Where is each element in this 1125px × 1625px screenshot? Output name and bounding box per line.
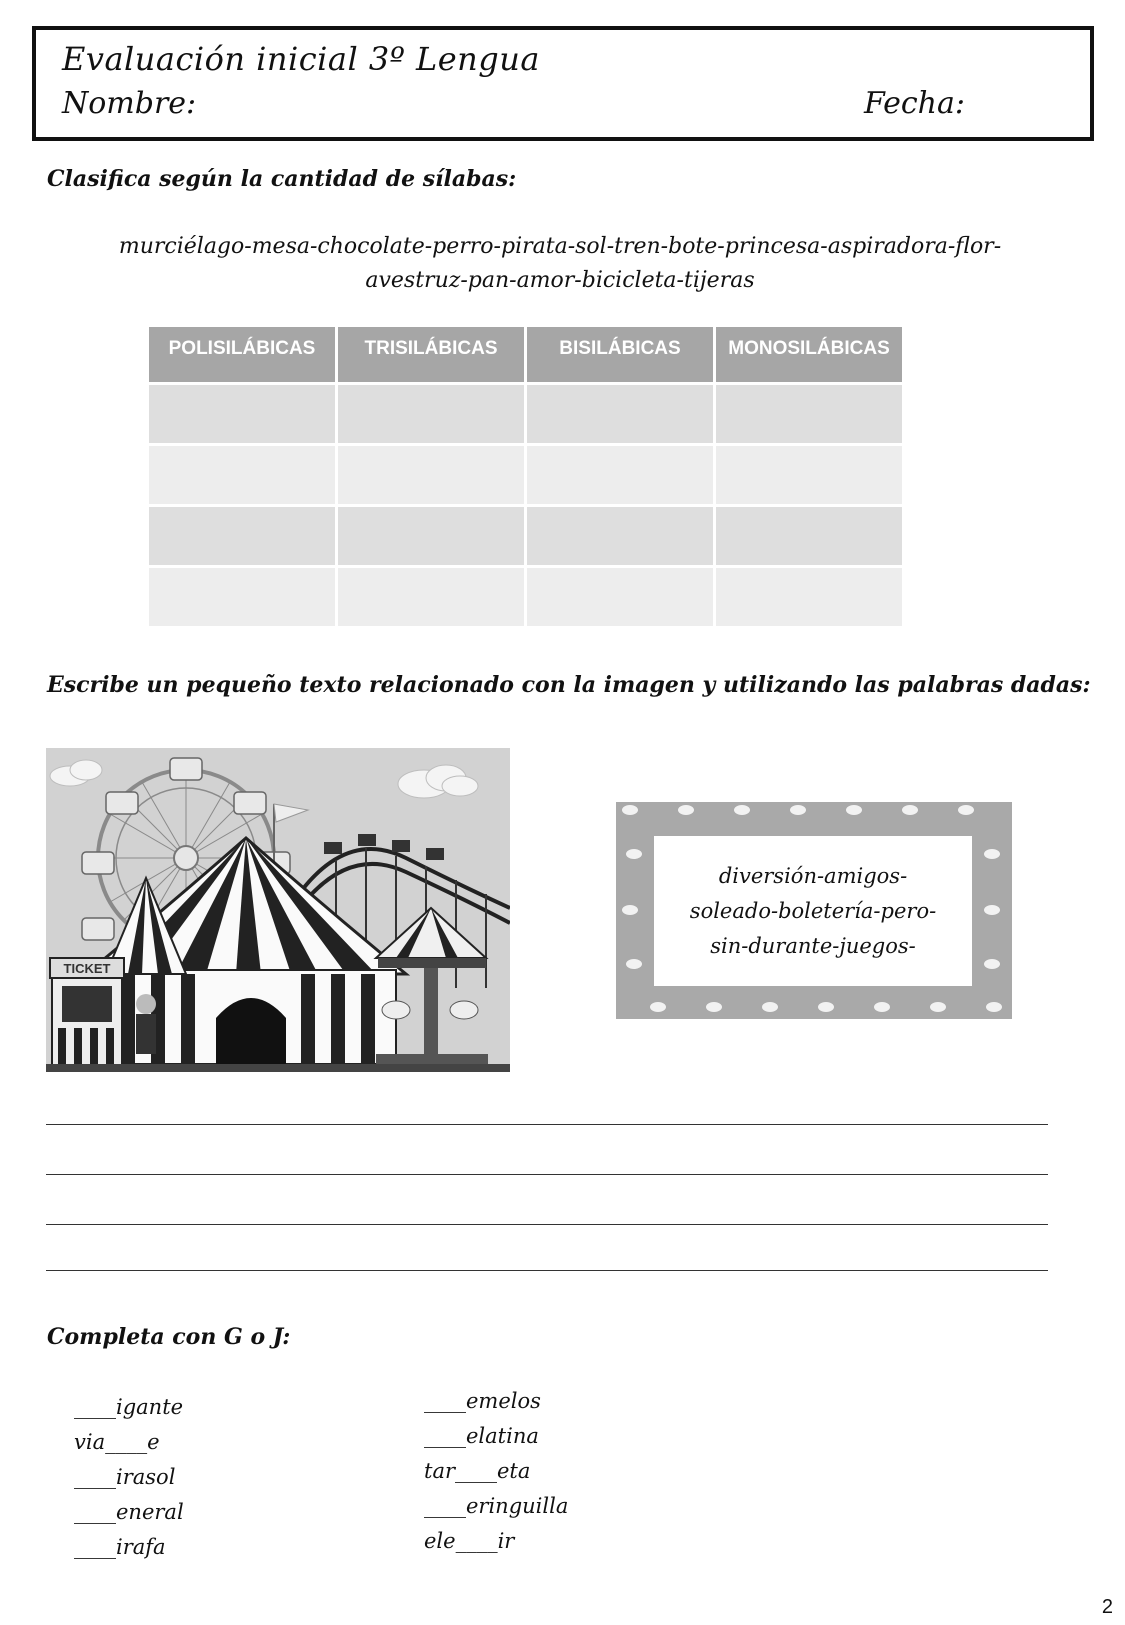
word-card (616, 802, 1012, 1019)
table-row (149, 568, 902, 626)
table-cell[interactable] (716, 507, 902, 565)
writing-line[interactable] (46, 1174, 1048, 1175)
table-cell[interactable] (527, 507, 713, 565)
gj-word[interactable]: ____emelos (424, 1389, 541, 1413)
syllable-instruction: Clasifica según la cantidad de sílabas: (47, 166, 517, 192)
gj-column-2 (424, 1384, 568, 1559)
table-cell[interactable] (338, 446, 524, 504)
gj-word[interactable]: ____eringuilla (424, 1494, 569, 1518)
table-cell[interactable] (527, 446, 713, 504)
gj-word[interactable]: ____eneral (74, 1500, 184, 1524)
table-row (149, 385, 902, 443)
table-cell[interactable] (149, 507, 335, 565)
word-card-inner (654, 836, 972, 986)
column-header-trisilabicas: TRISILÁBICAS (338, 327, 524, 382)
table-cell[interactable] (716, 568, 902, 626)
table-cell[interactable] (527, 385, 713, 443)
table-cell[interactable] (338, 385, 524, 443)
writing-instruction: Escribe un pequeño texto relacionado con la imagen y utilizando las palabras dadas: (47, 672, 1091, 698)
table-cell[interactable] (716, 446, 902, 504)
table-row (149, 507, 902, 565)
name-label: Nombre: (62, 86, 197, 121)
word-bank-line: avestruz-pan-amor-bicicleta-tijeras (365, 268, 755, 293)
page-title: Evaluación inicial 3º Lengua (62, 40, 540, 78)
word-card-line: diversión-amigos- (718, 863, 908, 888)
word-bank-line: murciélago-mesa-chocolate-perro-pirata-sol-tren-bote-princesa-aspiradora-flor- (118, 234, 1002, 259)
gj-column-1 (74, 1390, 184, 1565)
writing-line[interactable] (46, 1224, 1048, 1225)
table-cell[interactable] (149, 385, 335, 443)
word-card-line: sin-durante-juegos- (710, 933, 916, 958)
table-cell[interactable] (527, 568, 713, 626)
gj-word[interactable]: via____e (74, 1430, 160, 1454)
table-cell[interactable] (338, 568, 524, 626)
page-number: 2 (1101, 1596, 1113, 1618)
date-label: Fecha: (863, 86, 965, 121)
table-cell[interactable] (149, 568, 335, 626)
gj-word[interactable]: ____elatina (424, 1424, 539, 1448)
syllable-table (146, 324, 905, 629)
gj-word[interactable]: ____irasol (74, 1465, 176, 1489)
header-box (32, 26, 1094, 141)
table-row (149, 446, 902, 504)
circus-illustration (46, 748, 510, 1072)
table-cell[interactable] (338, 507, 524, 565)
table-cell[interactable] (149, 446, 335, 504)
word-card-line: soleado-boletería-pero- (689, 898, 937, 923)
gj-word[interactable]: ____irafa (74, 1535, 166, 1559)
table-header-row (149, 327, 902, 382)
column-header-monosilabicas: MONOSILÁBICAS (716, 327, 902, 382)
gj-instruction: Completa con G o J: (47, 1324, 291, 1350)
gj-word[interactable]: tar____eta (424, 1459, 531, 1483)
ticket-sign: TICKET (63, 961, 111, 976)
column-header-bisilabicas: BISILÁBICAS (527, 327, 713, 382)
writing-line[interactable] (46, 1124, 1048, 1125)
gj-word[interactable]: ele____ir (424, 1529, 515, 1553)
writing-line[interactable] (46, 1270, 1048, 1271)
column-header-polisilabicas: POLISILÁBICAS (149, 327, 335, 382)
word-bank (60, 230, 1060, 298)
table-cell[interactable] (716, 385, 902, 443)
gj-word[interactable]: ____igante (74, 1395, 184, 1419)
